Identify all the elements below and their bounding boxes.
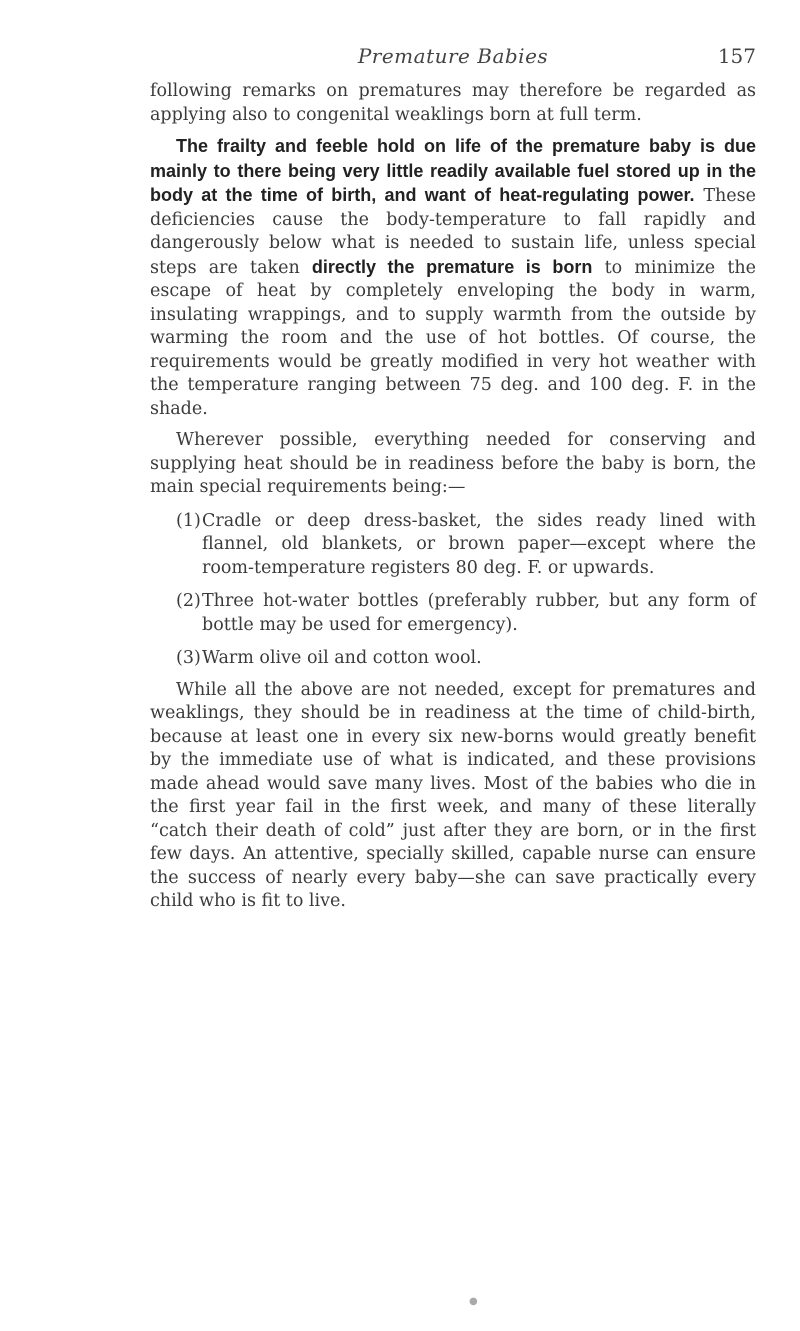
paragraph-requirements: Wherever possible, everything needed for conserving and supplying heat should be in readiness before the baby is born, the main special requirements being:—	[150, 430, 756, 497]
list-text: Warm olive oil and cotton wool.	[202, 648, 482, 668]
running-head	[150, 0, 756, 68]
list-number: (1)	[176, 510, 201, 531]
bold-phrase-directly: directly the premature is born	[311, 256, 593, 277]
running-title: Premature Babies	[357, 44, 549, 68]
list-item	[176, 647, 756, 671]
list-item	[176, 510, 756, 581]
list-number: (3)	[176, 648, 201, 668]
book-page	[150, 0, 756, 914]
list-item	[176, 590, 756, 637]
list-text: Cradle or deep dress-basket, the sides ready lined with flannel, old blankets, or brown paper—except where the room-temperature registers 80 deg. F. or upwards.	[202, 510, 756, 578]
bold-phrase-frailty: The frailty and feeble hold on life of the premature baby is due mainly to there being very little readily available fuel stored up in the body at the time of birth, and want of heat-regulating power.	[150, 136, 756, 205]
list-text: Three hot-water bottles (preferably rubber, but any form of bottle may be used for emergency).	[202, 591, 756, 635]
paragraph-readiness: While all the above are not needed, except for prematures and weaklings, they should be in readiness at the time of child-birth, because at least one in every six new-borns would greatly benefit by the immediate use of what is indicated, and these provisions made ahead would save many lives. Most of the babies who die in the first year fail in the first week, and many of these literally “catch their death of cold” just after they are born, or in the first few days. An attentive, specially skilled, capable nurse can ensure the success of nearly every baby—she can save practically every child who is fit to live.	[150, 679, 756, 911]
paragraph-text: These deficiencies cause the body-temperature to fall rapidly and dangerously below what is needed to sustain life, unless special steps are taken	[150, 186, 756, 278]
paragraph-frailty	[150, 135, 756, 421]
paragraph-continuation: following remarks on prematures may therefore be regarded as applying also to congenital weaklings born at full term.	[150, 81, 756, 125]
printers-ornament-icon: ●	[469, 1296, 478, 1307]
body-text	[150, 80, 756, 914]
page-number: 157	[717, 44, 756, 68]
paragraph-text: to minimize the escape of heat by completely enveloping the body in warm, insulating wrappings, and to supply warmth from the outside by warming the room and the use of hot bottles. Of course, the requirements would be greatly modified in very hot weather with the temperature ranging between 75 deg. and 100 deg. F. in the shade.	[150, 257, 756, 419]
list-number: (2)	[176, 591, 201, 611]
